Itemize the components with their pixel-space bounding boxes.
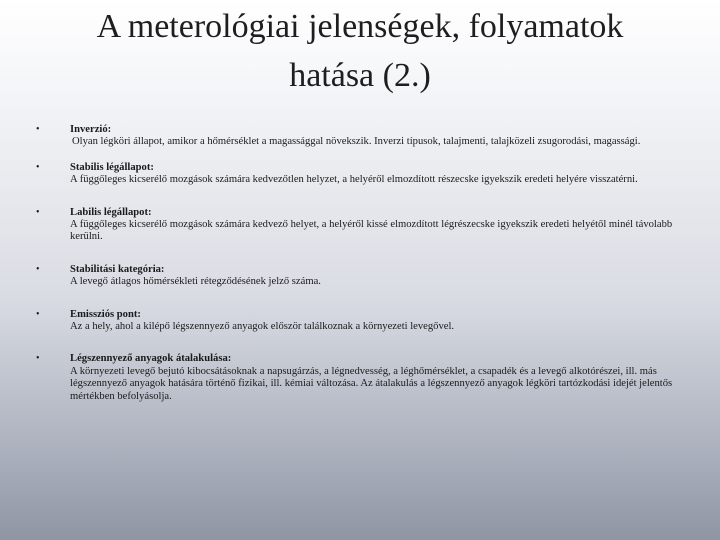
slide-title-line-2: hatása (2.) [289,57,431,94]
bullet-icon: • [36,308,40,320]
bullet-term: Stabilitási kategória: [70,263,165,275]
bullet-term: Inverzió: [70,124,112,135]
bullet-icon: • [36,353,40,365]
bullet-item-inverzio [36,124,676,149]
bullet-list [36,124,676,403]
bullet-description: A függőleges kicserélő mozgások számára kedvezőtlen helyzet, a helyéről elmozdított részecske igyekszik eredeti helyére visszatérni. [70,174,638,186]
bullet-term: Labilis légállapot: [70,206,152,218]
slide-title-line-1: A meterológiai jelenségek, folyamatok [96,8,624,45]
bullet-description: A függőleges kicserélő mozgások számára kedvező helyet, a helyéről kissé elmozdított légrészecske igyekszik eredeti helyétől minél távolabb kerülni. [70,219,673,243]
bullet-item-stabilitasi-kategoria [36,264,676,289]
bullet-icon: • [36,263,40,275]
bullet-description: Olyan légköri állapot, amikor a hőmérséklet a magassággal növekszik. Inverzi típusok, talajmenti, talajközeli zsugorodási, magassági. [72,136,641,148]
bullet-item-atalakulas [36,353,676,403]
bullet-term: Stabilis légállapot: [70,161,154,173]
bullet-icon: • [36,206,40,218]
bullet-term: Légszennyező anyagok átalakulása: [70,353,232,365]
bullet-icon: • [36,161,40,173]
bullet-item-labilis [36,207,676,244]
bullet-term: Emissziós pont: [70,308,141,320]
bullet-item-stabilis [36,162,676,187]
bullet-icon: • [36,124,40,135]
bullet-description: A levegő átlagos hőmérsékleti rétegződésének jelző száma. [70,276,321,288]
bullet-description: A környezeti levegő bejutó kibocsátásoknak a napsugárzás, a légnedvesség, a léghőmérséklet, a csapadék és a levegő alkotórészei, ill. más légszennyező anyagok hatására történő fizikai, ill. kémiai változása. Az átalakulás a légszennyező anyagok légköri tartózkodási idejét jelentős mértékben befolyásolja. [70,365,673,402]
bullet-item-emisszios-pont [36,309,676,334]
slide-title [20,2,700,100]
bullet-description: Az a hely, ahol a kilépő légszennyező anyagok először találkoznak a környezeti levegővel. [70,321,455,333]
